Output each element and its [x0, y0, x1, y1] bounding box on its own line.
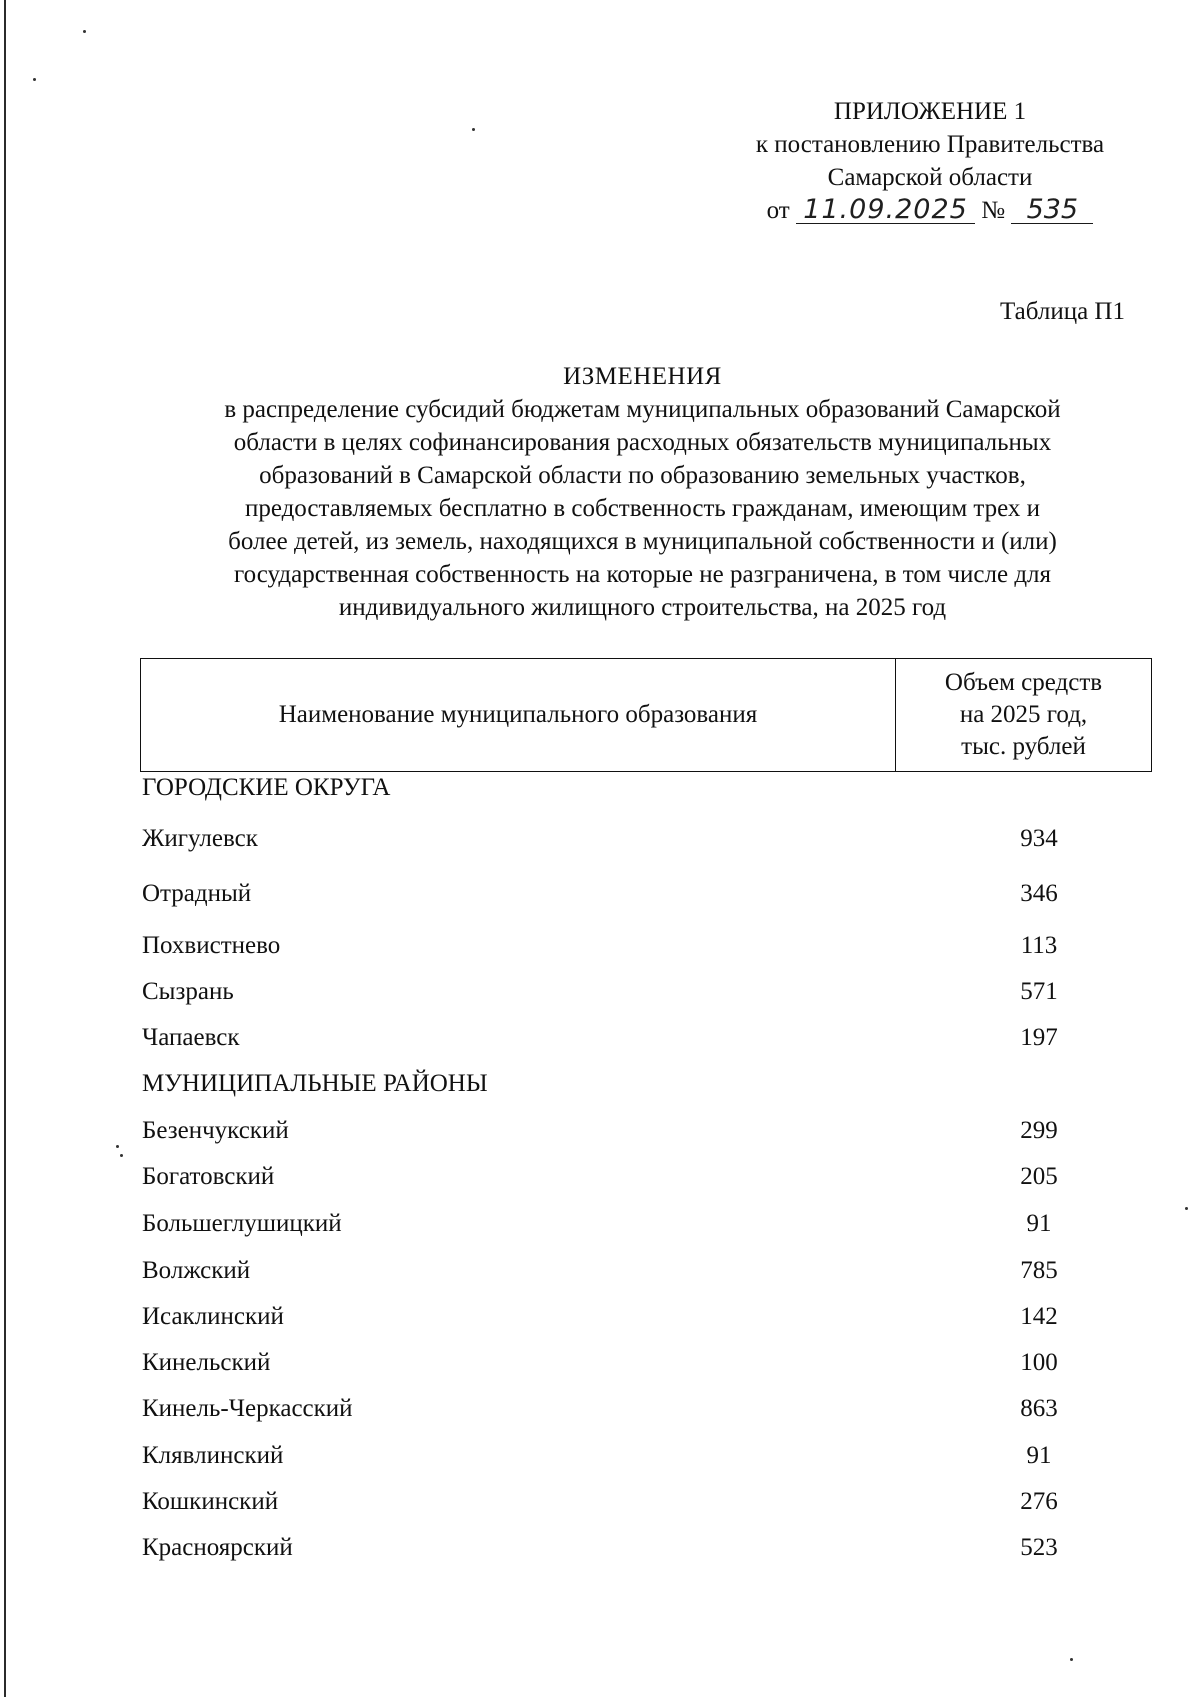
scan-speck — [472, 128, 475, 131]
number-label: № — [981, 197, 1006, 224]
appendix-region-line: Самарской области — [827, 164, 1033, 191]
scan-edge-line — [4, 0, 6, 1697]
column-header-name-label: Наименование муниципального образования — [278, 701, 758, 728]
row-value: 934 — [1020, 825, 1058, 852]
row-name: Жигулевск — [142, 825, 258, 852]
row-value: 346 — [1020, 880, 1058, 907]
row-value: 299 — [1020, 1117, 1058, 1144]
table-row — [142, 1255, 1152, 1287]
document-heading: ИЗМЕНЕНИЯ — [563, 363, 722, 390]
row-name: Безенчукский — [142, 1117, 289, 1144]
row-name: Сызрань — [142, 978, 234, 1005]
row-name: Кошкинский — [142, 1488, 279, 1515]
row-name: Похвистнево — [142, 932, 281, 959]
section-title-city-districts: ГОРОДСКИЕ ОКРУГА — [142, 774, 391, 801]
handwritten-date: 11.09.2025 — [796, 197, 975, 224]
table-row — [142, 976, 1152, 1008]
scan-speck — [83, 30, 86, 33]
appendix-title: ПРИЛОЖЕНИЕ 1 — [833, 98, 1027, 125]
table-row — [142, 823, 1152, 855]
section-title-municipal-districts: МУНИЦИПАЛЬНЫЕ РАЙОНЫ — [142, 1070, 488, 1097]
row-name: Чапаевск — [142, 1024, 240, 1051]
subtitle-line: предоставляемых бесплатно в собственность гражданам, имеющим трех и — [244, 495, 1041, 522]
table-row — [142, 1115, 1152, 1147]
row-value: 523 — [1020, 1534, 1058, 1561]
subtitle-line: государственная собственность на которые не разграничена, в том числе для — [233, 561, 1052, 588]
row-value: 91 — [1026, 1442, 1052, 1469]
document-title — [100, 360, 1185, 624]
row-value: 91 — [1026, 1210, 1052, 1237]
row-name: Богатовский — [142, 1163, 275, 1190]
table-row — [142, 1486, 1152, 1518]
subtitle-line: образований в Самарской области по образованию земельных участков, — [259, 462, 1026, 489]
row-name: Волжский — [142, 1257, 251, 1284]
row-name: Отрадный — [142, 880, 252, 907]
from-label: от — [766, 197, 790, 224]
row-value: 863 — [1020, 1395, 1058, 1422]
row-name: Красноярский — [142, 1534, 293, 1561]
row-value: 142 — [1020, 1303, 1058, 1330]
table-row — [142, 1532, 1152, 1564]
table-label: Таблица П1 — [1000, 298, 1125, 325]
table-row — [142, 1393, 1152, 1425]
row-value: 113 — [1020, 932, 1058, 959]
row-value: 571 — [1020, 978, 1058, 1005]
column-header-volume — [896, 659, 1151, 771]
subtitle-line: более детей, из земель, находящихся в муниципальной собственности и (или) — [228, 528, 1057, 555]
row-value: 197 — [1020, 1024, 1058, 1051]
row-name: Большеглушицкий — [142, 1210, 342, 1237]
scan-speck — [33, 78, 36, 81]
row-name: Кинельский — [142, 1349, 271, 1376]
appendix-decree-line: к постановлению Правительства — [755, 131, 1105, 158]
appendix-block — [700, 95, 1160, 227]
column-header-volume-line: тыс. рублей — [961, 733, 1086, 760]
scan-speck — [120, 1154, 123, 1157]
handwritten-number: 535 — [1011, 197, 1093, 224]
table-row — [142, 1440, 1152, 1472]
scan-speck — [1185, 1207, 1188, 1210]
subtitle-line: индивидуального жилищного строительства, на 2025 год — [338, 594, 947, 621]
row-value: 205 — [1020, 1163, 1058, 1190]
appendix-date-number-line — [700, 194, 1160, 227]
row-value: 276 — [1020, 1488, 1058, 1515]
subtitle-line: области в целях софинансирования расходных обязательств муниципальных — [233, 429, 1052, 456]
column-header-volume-line: Объем средств — [944, 669, 1103, 696]
row-name: Клявлинский — [142, 1442, 284, 1469]
table-row — [142, 1161, 1152, 1193]
table-header — [140, 658, 1152, 772]
table-row — [142, 878, 1152, 910]
table-row — [142, 1208, 1152, 1240]
column-header-volume-line: на 2025 год, — [959, 701, 1088, 728]
table-row — [142, 1347, 1152, 1379]
scan-speck — [1070, 1658, 1073, 1661]
table-row — [142, 930, 1152, 962]
scan-speck — [116, 1145, 119, 1148]
row-value: 100 — [1020, 1349, 1058, 1376]
table-row — [142, 1022, 1152, 1054]
subtitle-line: в распределение субсидий бюджетам муниципальных образований Самарской — [224, 396, 1061, 423]
table-row — [142, 1301, 1152, 1333]
row-name: Исаклинский — [142, 1303, 284, 1330]
row-value: 785 — [1020, 1257, 1058, 1284]
row-name: Кинель-Черкасский — [142, 1395, 353, 1422]
column-header-name — [141, 659, 896, 771]
